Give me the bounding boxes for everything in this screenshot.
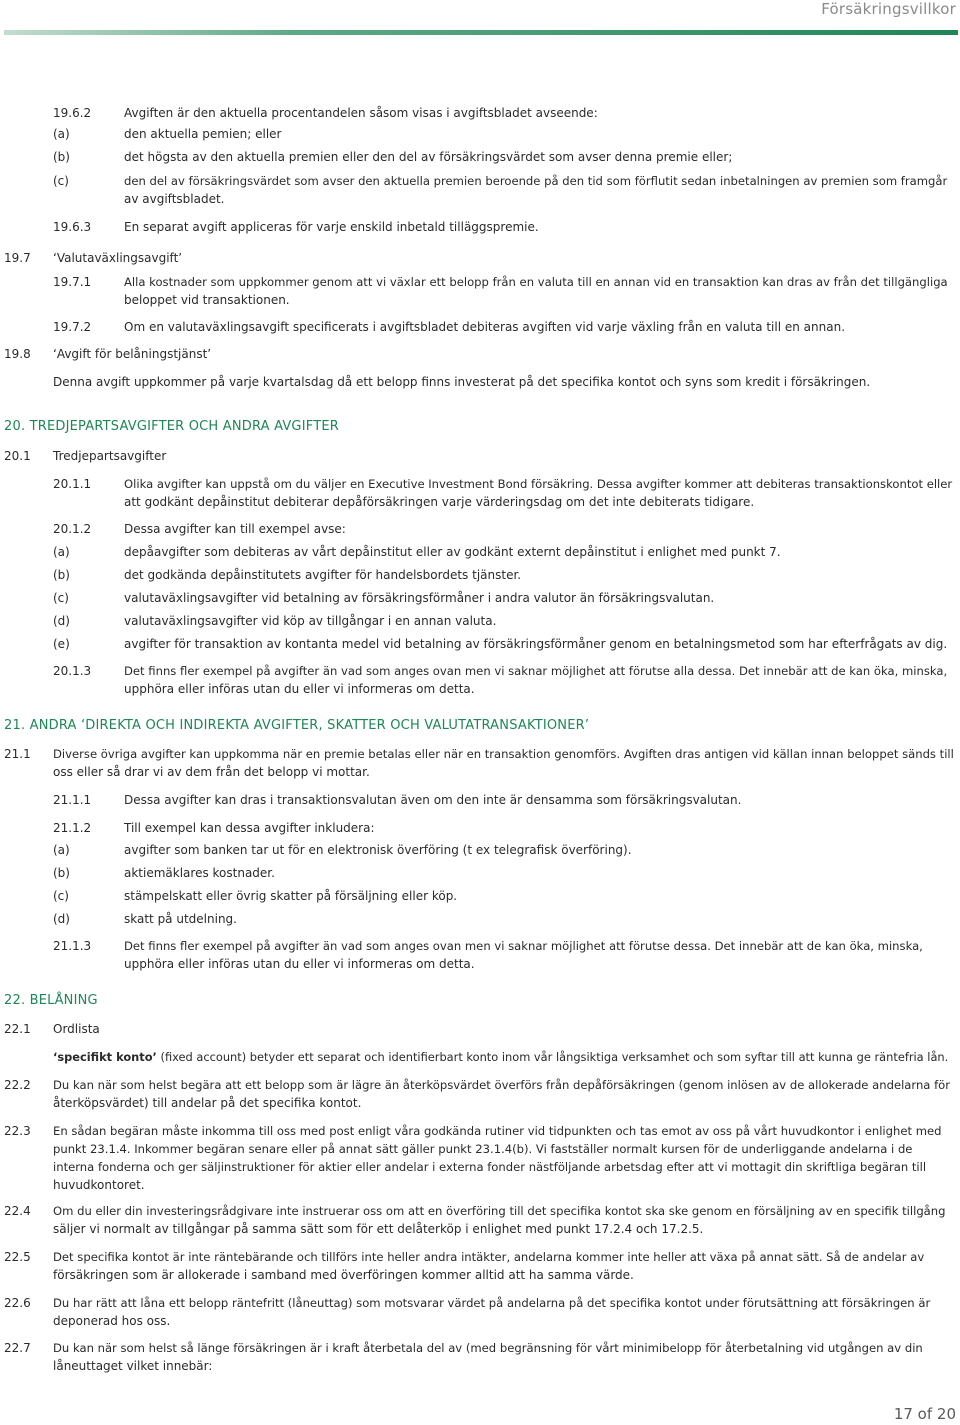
section-body-continued: försäkringen som är allokerade i samband med överföringen kommer alltid att ha samma värde. — [53, 1268, 634, 1282]
section-heading: 21. ANDRA ‘DIREKTA OCH INDIREKTA AVGIFTER, SKATTER OCH VALUTATRANSAKTIONER’ — [4, 718, 590, 733]
section-title: Ordlista — [53, 1022, 100, 1036]
list-label: (d) — [53, 614, 70, 628]
list-item: stämpelskatt eller övrig skatter på försäljning eller köp. — [124, 889, 458, 903]
definition-term: ‘specifikt konto’ — [53, 1050, 157, 1064]
section-body-continued: deponerad hos oss. — [53, 1314, 171, 1328]
clause-text-continued: upphöra eller införas utan du eller vi informeras om detta. — [124, 682, 475, 696]
list-label: (a) — [53, 127, 70, 141]
clause-text: Det finns fler exempel på avgifter än vad som anges ovan men vi saknar möjlighet att förutse dessa. Det innebär att de kan öka, minska, — [124, 939, 923, 953]
list-label: (a) — [53, 545, 70, 559]
list-item-continued: av avgiftsbladet. — [124, 192, 225, 206]
definition — [53, 1048, 948, 1066]
section-body-continued: låneuttaget vilket innebär: — [53, 1359, 213, 1373]
section-number: 22.2 — [4, 1078, 31, 1092]
section-number: 22.7 — [4, 1341, 31, 1355]
section-heading: 20. TREDJEPARTSAVGIFTER OCH ANDRA AVGIFTER — [4, 419, 339, 434]
clause-text: Olika avgifter kan uppstå om du väljer en Executive Investment Bond försäkring. Dessa avgifter kommer att debiteras transaktionskontot eller — [124, 477, 953, 491]
section-number: 19.8 — [4, 347, 31, 361]
clause-number: 20.1.2 — [53, 522, 92, 536]
list-label: (b) — [53, 568, 70, 582]
list-item: det högsta av den aktuella premien eller den del av försäkringsvärdet som avser denna premie eller; — [124, 150, 733, 164]
clause-text: Dessa avgifter kan dras i transaktionsvalutan även om den inte är densamma som försäkringsvalutan. — [124, 793, 742, 807]
list-item: det godkända depåinstitutets avgifter för handelsbordets tjänster. — [124, 568, 522, 582]
list-item: den del av försäkringsvärdet som avser den aktuella premien beroende på den tid som förflutit sedan inbetalningen av premien som framgår — [124, 174, 948, 188]
list-label: (c) — [53, 591, 69, 605]
section-number: 22.4 — [4, 1204, 31, 1218]
header-divider — [4, 30, 958, 35]
section-body: Diverse övriga avgifter kan uppkomma när en premie betalas eller när en transaktion genomförs. Avgiften dras antigen vid källan innan beloppet sänds till — [53, 747, 954, 761]
section-title: Tredjepartsavgifter — [53, 449, 167, 463]
section-body: Du kan när som helst så länge försäkringen är i kraft återbetala del av (med begränsning för vårt minimibelopp för återbetalning vid utgången av din — [53, 1341, 923, 1355]
clause-text: Avgiften är den aktuella procentandelen såsom visas i avgiftsbladet avseende: — [124, 106, 598, 120]
clause-text: Alla kostnader som uppkommer genom att vi växlar ett belopp från en valuta till en annan vid en transaktion kan dras av från det tillgängliga — [124, 275, 948, 289]
page-number: 17 of 20 — [893, 1405, 956, 1423]
clause-number: 21.1.1 — [53, 793, 92, 807]
clause-text-continued: upphöra eller införas utan du eller vi informeras om detta. — [124, 957, 475, 971]
clause-text-continued: att godkänt depåinstitut debiterar depåförsäkringen varje värderingsdag om det inte debiterats tidigare. — [124, 495, 755, 509]
section-body: En sådan begäran måste inkomma till oss med post enligt våra godkända rutiner vid tidpunkten och tas emot av oss på vårt huvudkontor i enlighet med — [53, 1124, 942, 1138]
section-number: 21.1 — [4, 747, 31, 761]
section-body-continued: huvudkontoret. — [53, 1178, 145, 1192]
list-item: valutaväxlingsavgifter vid betalning av försäkringsförmåner i andra valutor än försäkringsvalutan. — [124, 591, 715, 605]
clause-number: 21.1.2 — [53, 821, 92, 835]
section-body-continued: återköpsvärdet) till andelar på det specifika kontot. — [53, 1096, 362, 1110]
list-label: (d) — [53, 912, 70, 926]
list-label: (c) — [53, 889, 69, 903]
clause-text: Om en valutaväxlingsavgift specificerats i avgiftsbladet debiteras avgiften vid varje växling från en valuta till en annan. — [124, 320, 846, 334]
section-number: 19.7 — [4, 251, 31, 265]
section-body-continued: interna fonderna och ger säljinstruktioner för aktier eller andelar i externa fonder nästföljande arbetsdag efter att vi mottagit din skriftliga begäran till — [53, 1160, 927, 1174]
clause-text-continued: beloppet vid transaktionen. — [124, 293, 290, 307]
list-item: avgifter som banken tar ut för en elektronisk överföring (t ex telegrafisk överföring). — [124, 843, 632, 857]
clause-number: 19.7.1 — [53, 275, 92, 289]
clause-text: Till exempel kan dessa avgifter inkludera: — [124, 821, 375, 835]
list-item: depåavgifter som debiteras av vårt depåinstitut eller av godkänt externt depåinstitut i enlighet med punkt 7. — [124, 545, 781, 559]
section-number: 20.1 — [4, 449, 31, 463]
list-item: den aktuella pemien; eller — [124, 127, 282, 141]
clause-number: 20.1.3 — [53, 664, 92, 678]
clause-number: 19.7.2 — [53, 320, 92, 334]
list-label: (a) — [53, 843, 70, 857]
list-item: skatt på utdelning. — [124, 912, 237, 926]
section-title: ‘Avgift för belåningstjänst’ — [53, 347, 212, 361]
document-title: Försäkringsvillkor — [821, 0, 956, 18]
clause-text: En separat avgift appliceras för varje enskild inbetald tilläggspremie. — [124, 220, 539, 234]
section-number: 22.1 — [4, 1022, 31, 1036]
clause-number: 21.1.3 — [53, 939, 92, 953]
list-label: (e) — [53, 637, 70, 651]
section-title: ‘Valutaväxlingsavgift’ — [53, 251, 183, 265]
section-heading: 22. BELÅNING — [4, 993, 98, 1008]
list-label: (c) — [53, 174, 69, 188]
section-number: 22.5 — [4, 1250, 31, 1264]
clause-text: Det finns fler exempel på avgifter än vad som anges ovan men vi saknar möjlighet att förutse alla dessa. Det innebär att de kan öka, minska, — [124, 664, 948, 678]
section-body: Om du eller din investeringsrådgivare inte instruerar oss om att en överföring till det specifika kontot ska ske genom en försäljning av en specifik tillgång — [53, 1204, 946, 1218]
section-body: Du har rätt att låna ett belopp räntefritt (låneuttag) som motsvarar värdet på andelarna på det specifika kontot under förutsättning att försäkringen är — [53, 1296, 931, 1310]
clause-number: 19.6.3 — [53, 220, 92, 234]
section-body: Denna avgift uppkommer på varje kvartalsdag då ett belopp finns investerat på det specifika kontot och syns som kredit i försäkringen. — [53, 375, 871, 389]
list-item: valutaväxlingsavgifter vid köp av tillgångar i en annan valuta. — [124, 614, 497, 628]
definition-text: (fixed account) betyder ett separat och identifierbart konto inom vår långsiktiga verksamhet och som syftar till att kunna ge räntefria lån. — [156, 1050, 949, 1064]
list-label: (b) — [53, 150, 70, 164]
section-number: 22.3 — [4, 1124, 31, 1138]
section-body-continued: punkt 23.1.4. Inkommer begäran senare eller på annat sätt gäller punkt 23.1.4(b). Vi fastställer normalt kursen för de underliggande andelarna i de — [53, 1142, 913, 1156]
clause-number: 19.6.2 — [53, 106, 92, 120]
section-body-continued: säljer vi normalt av tillgångar på samma sätt som för ett delåterköp i enlighet med punkt 17.2.4 och 17.2.5. — [53, 1222, 704, 1236]
section-number: 22.6 — [4, 1296, 31, 1310]
clause-text: Dessa avgifter kan till exempel avse: — [124, 522, 346, 536]
section-body-continued: oss eller så drar vi av dem från det belopp vi mottar. — [53, 765, 370, 779]
section-body: Det specifika kontot är inte räntebärande och tillförs inte heller andra intäkter, andelarna kommer inte heller att växa på annat sätt. Så de andelar av — [53, 1250, 925, 1264]
section-body: Du kan när som helst begära att ett belopp som är lägre än återköpsvärdet överförs från depåförsäkringen (genom inlösen av de allokerade andelarna för — [53, 1078, 951, 1092]
list-label: (b) — [53, 866, 70, 880]
list-item: aktiemäklares kostnader. — [124, 866, 275, 880]
list-item: avgifter för transaktion av kontanta medel vid betalning av försäkringsförmåner genom en betalningsmetod som har efterfrågats av dig. — [124, 637, 948, 651]
clause-number: 20.1.1 — [53, 477, 92, 491]
